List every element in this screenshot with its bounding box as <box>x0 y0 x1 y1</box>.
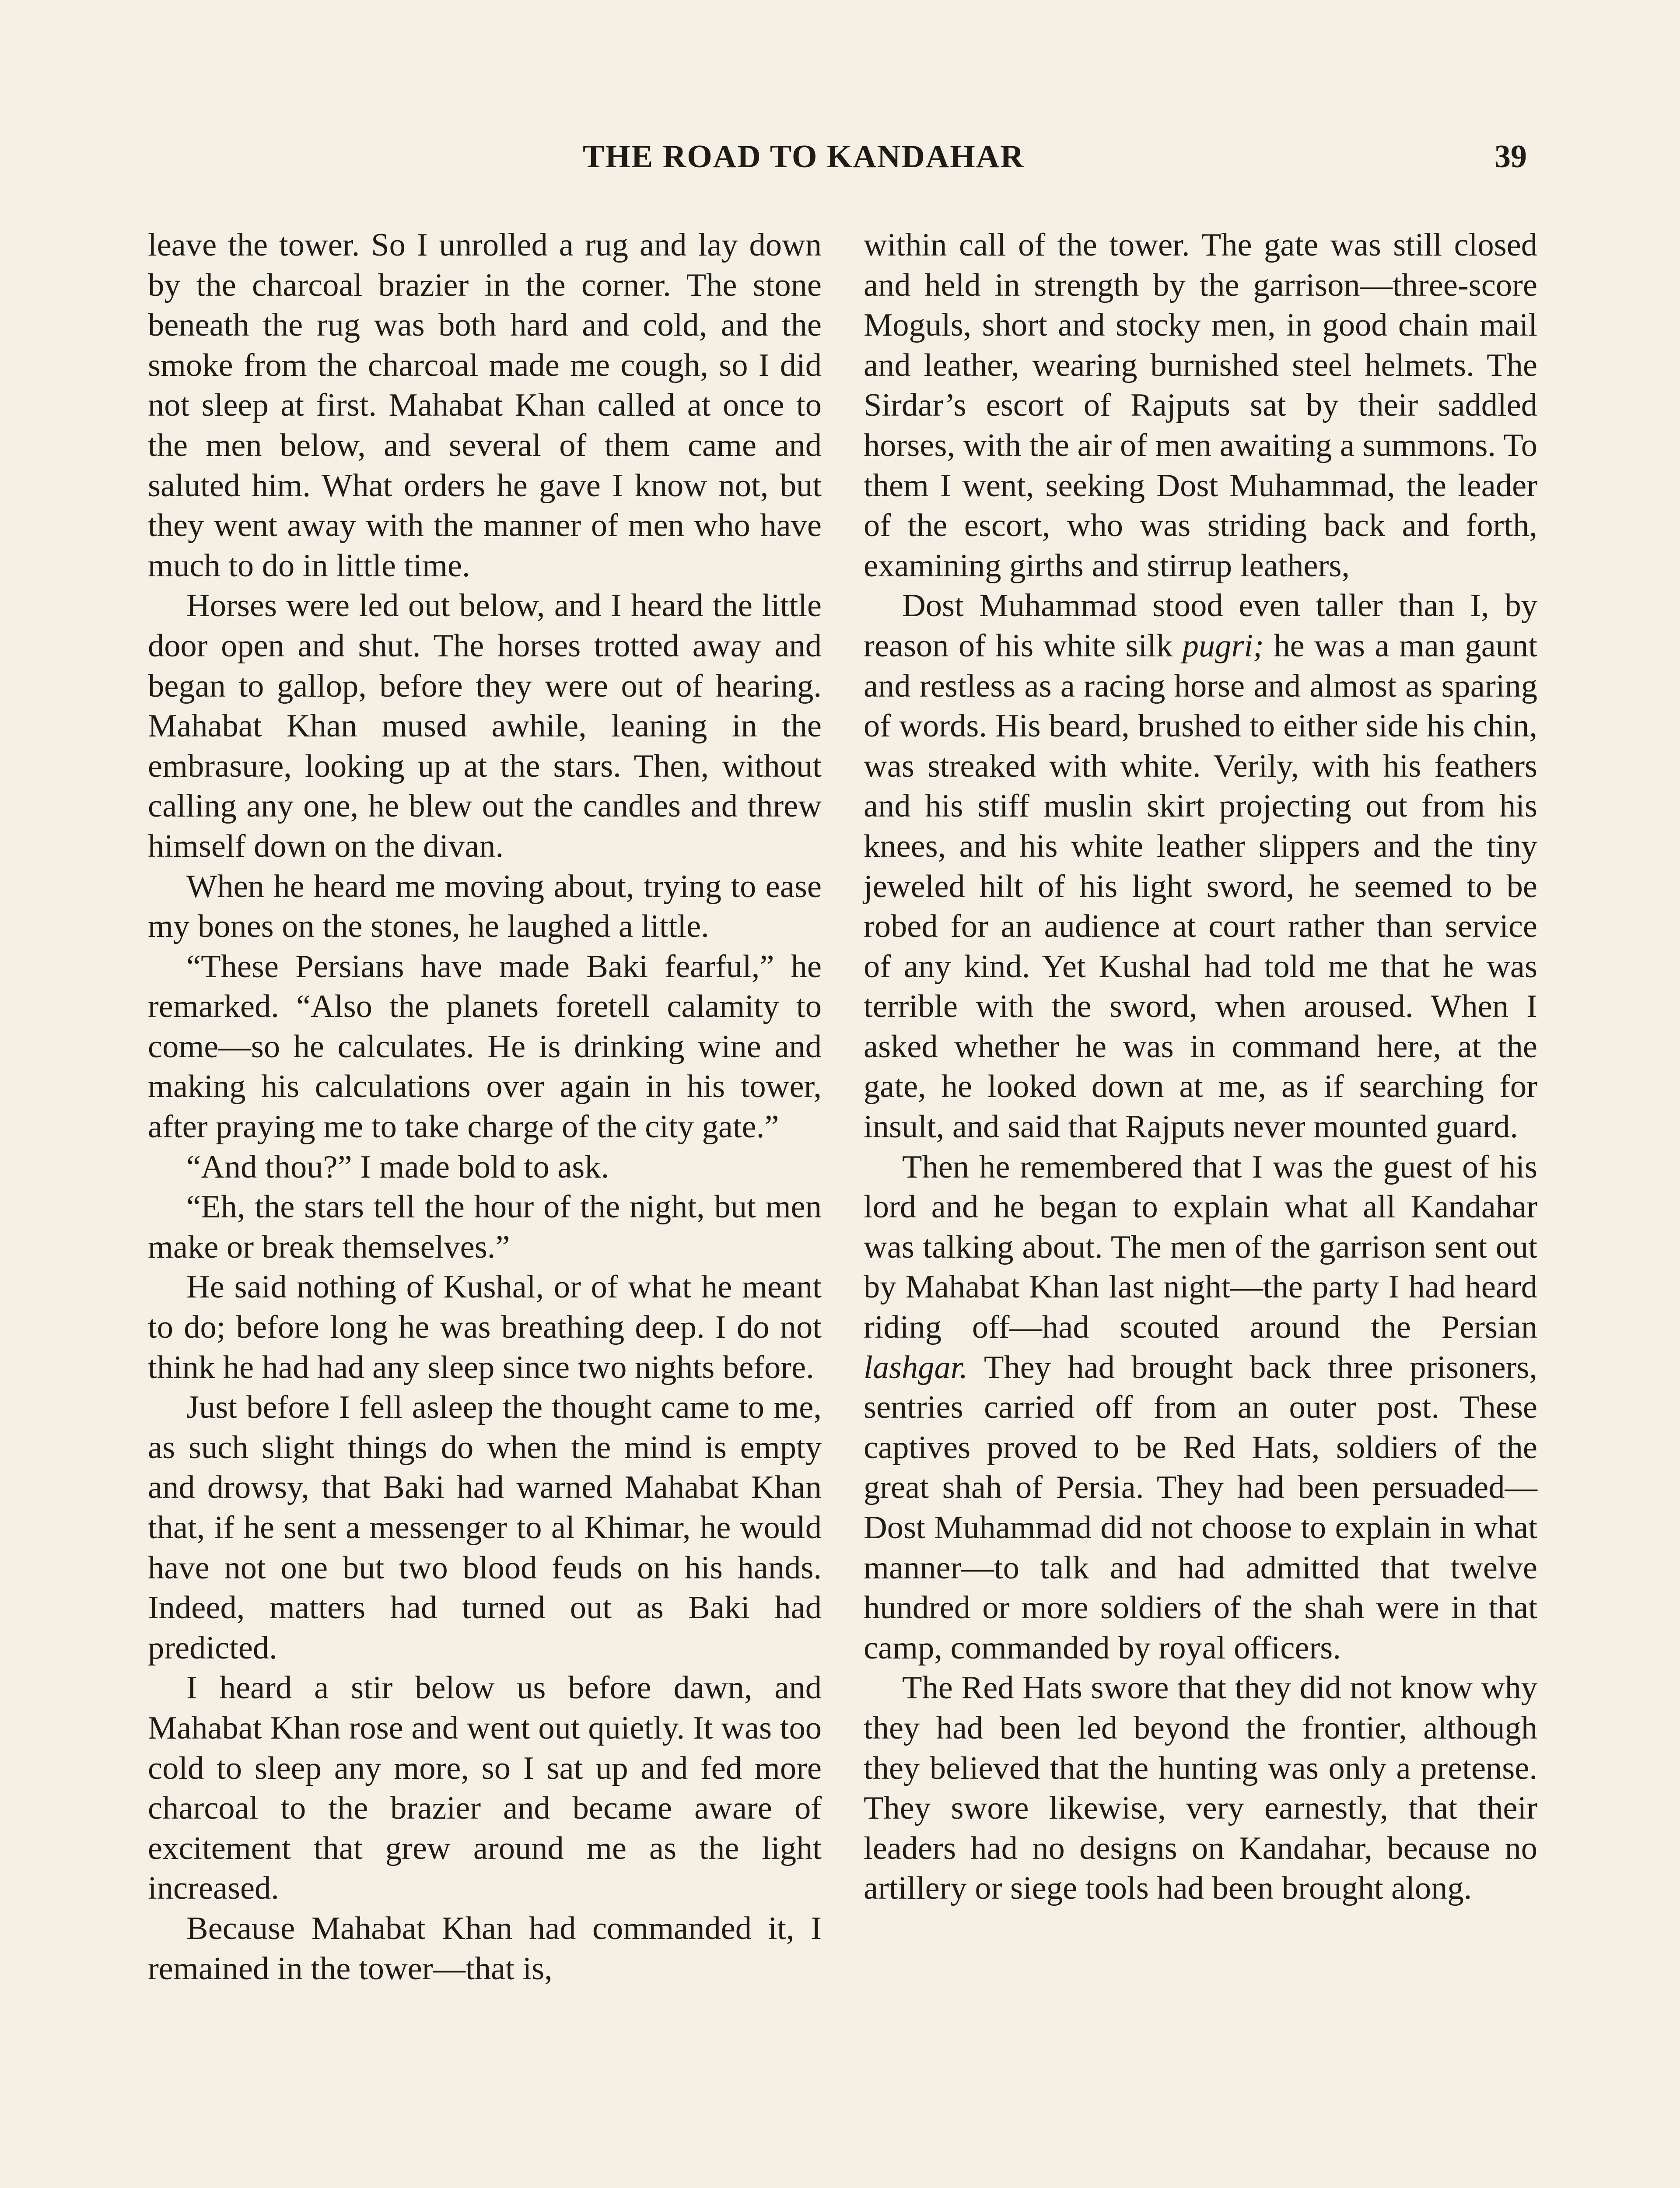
paragraph: “Eh, the stars tell the hour of the night, but men make or break themselves.” <box>148 1189 822 1265</box>
right-text-column <box>864 225 1537 1909</box>
paragraph <box>864 1147 1537 1669</box>
paragraph: “These Persians have made Baki fearful,” he remarked. “Also the planets foretell calamity to come—so he calculates. He is drinking wine and making his calculations over again in his tower, after praying me to take charge of the city gate.” <box>148 948 822 1145</box>
italic-term: lashgar. <box>864 1349 968 1385</box>
running-head: THE ROAD TO KANDAHAR <box>583 139 1025 175</box>
paragraph: leave the tower. So I unrolled a rug and lay down by the charcoal brazier in the corner. The stone beneath the rug was both hard and cold, and the smoke from the charcoal made me cough, so I did not sleep at first. Mahabat Khan called at once to the men below, and several of them came and saluted him. What orders he gave I know not, but they went away with the manner of men who have much to do in little time. <box>148 227 822 584</box>
paragraph-text: Then he remembered that I was the guest of his lord and he began to explain what all Kandahar was talking about. The men of the garrison sent out by Mahabat Khan last night—the party I had heard riding off—had scouted around the Persian <box>864 1149 1537 1346</box>
page-header <box>0 138 1680 186</box>
paragraph: Horses were led out below, and I heard the little door open and shut. The horses trotted away and began to gallop, before they were out of hearing. Mahabat Khan mused awhile, leaning in the embrasure, looking up at the stars. Then, without calling any one, he blew out the candles and threw himself down on the divan. <box>148 588 822 864</box>
paragraph: “And thou?” I made bold to ask. <box>186 1149 609 1185</box>
paragraph-text: he was a man gaunt and restless as a racing horse and almost as sparing of words. His beard, brushed to either side his chin, was streaked with white. Verily, with his feathers and his stiff muslin skirt projecting out from his knees, and his white leather slippers and the tiny jeweled hilt of his light sword, he seemed to be robed for an audience at court rather than service of any kind. Yet Kushal had told me that he was terrible with the sword, when aroused. When I asked whether he was in command here, at the gate, he looked down at me, as if searching for insult, and said that Rajputs never mounted guard. <box>864 628 1537 1145</box>
page-number: 39 <box>1494 139 1527 175</box>
italic-term: pugri; <box>1182 628 1264 664</box>
paragraph-text: Dost Muhammad stood even taller than I, by reason of his white silk <box>864 588 1537 664</box>
paragraph: Because Mahabat Khan had commanded it, I remained in the tower—that is, <box>148 1910 822 1987</box>
paragraph: within call of the tower. The gate was still closed and held in strength by the garrison—three-score Moguls, short and stocky men, in good chain mail and leather, wearing burnished steel helmets. The Sirdar’s escort of Rajputs sat by their saddled horses, with the air of men awaiting a summons. To them I went, seeking Dost Muhammad, the leader of the escort, who was striding back and forth, examining girths and stirrup leathers, <box>864 227 1537 584</box>
paragraph <box>864 586 1537 1147</box>
paragraph: Just before I fell asleep the thought came to me, as such slight things do when the mind is empty and drowsy, that Baki had warned Mahabat Khan that, if he sent a messenger to al Khimar, he would have not one but two blood feuds on his hands. Indeed, matters had turned out as Baki had predicted. <box>148 1389 822 1666</box>
paragraph: The Red Hats swore that they did not know why they had been led beyond the frontier, although they believed that the hunting was only a pretense. They swore likewise, very earnestly, that their leaders had no designs on Kandahar, because no artillery or siege tools had been brought along. <box>864 1670 1537 1907</box>
paragraph-text: They had brought back three prisoners, sentries carried off from an outer post. These captives proved to be Red Hats, soldiers of the great shah of Persia. They had been persuaded—Dost Muhammad did not choose to explain in what manner—to talk and had admitted that twelve hundred or more soldiers of the shah were in that camp, commanded by royal officers. <box>864 1349 1537 1666</box>
paragraph: When he heard me moving about, trying to ease my bones on the stones, he laughed a little. <box>148 868 822 945</box>
paragraph: I heard a stir below us before dawn, and Mahabat Khan rose and went out quietly. It was too cold to sleep any more, so I sat up and fed more charcoal to the brazier and became aware of excitement that grew around me as the light increased. <box>148 1670 822 1907</box>
left-text-column <box>148 225 822 1989</box>
paragraph: He said nothing of Kushal, or of what he meant to do; before long he was breathing deep. I do not think he had had any sleep since two nights before. <box>148 1269 822 1385</box>
